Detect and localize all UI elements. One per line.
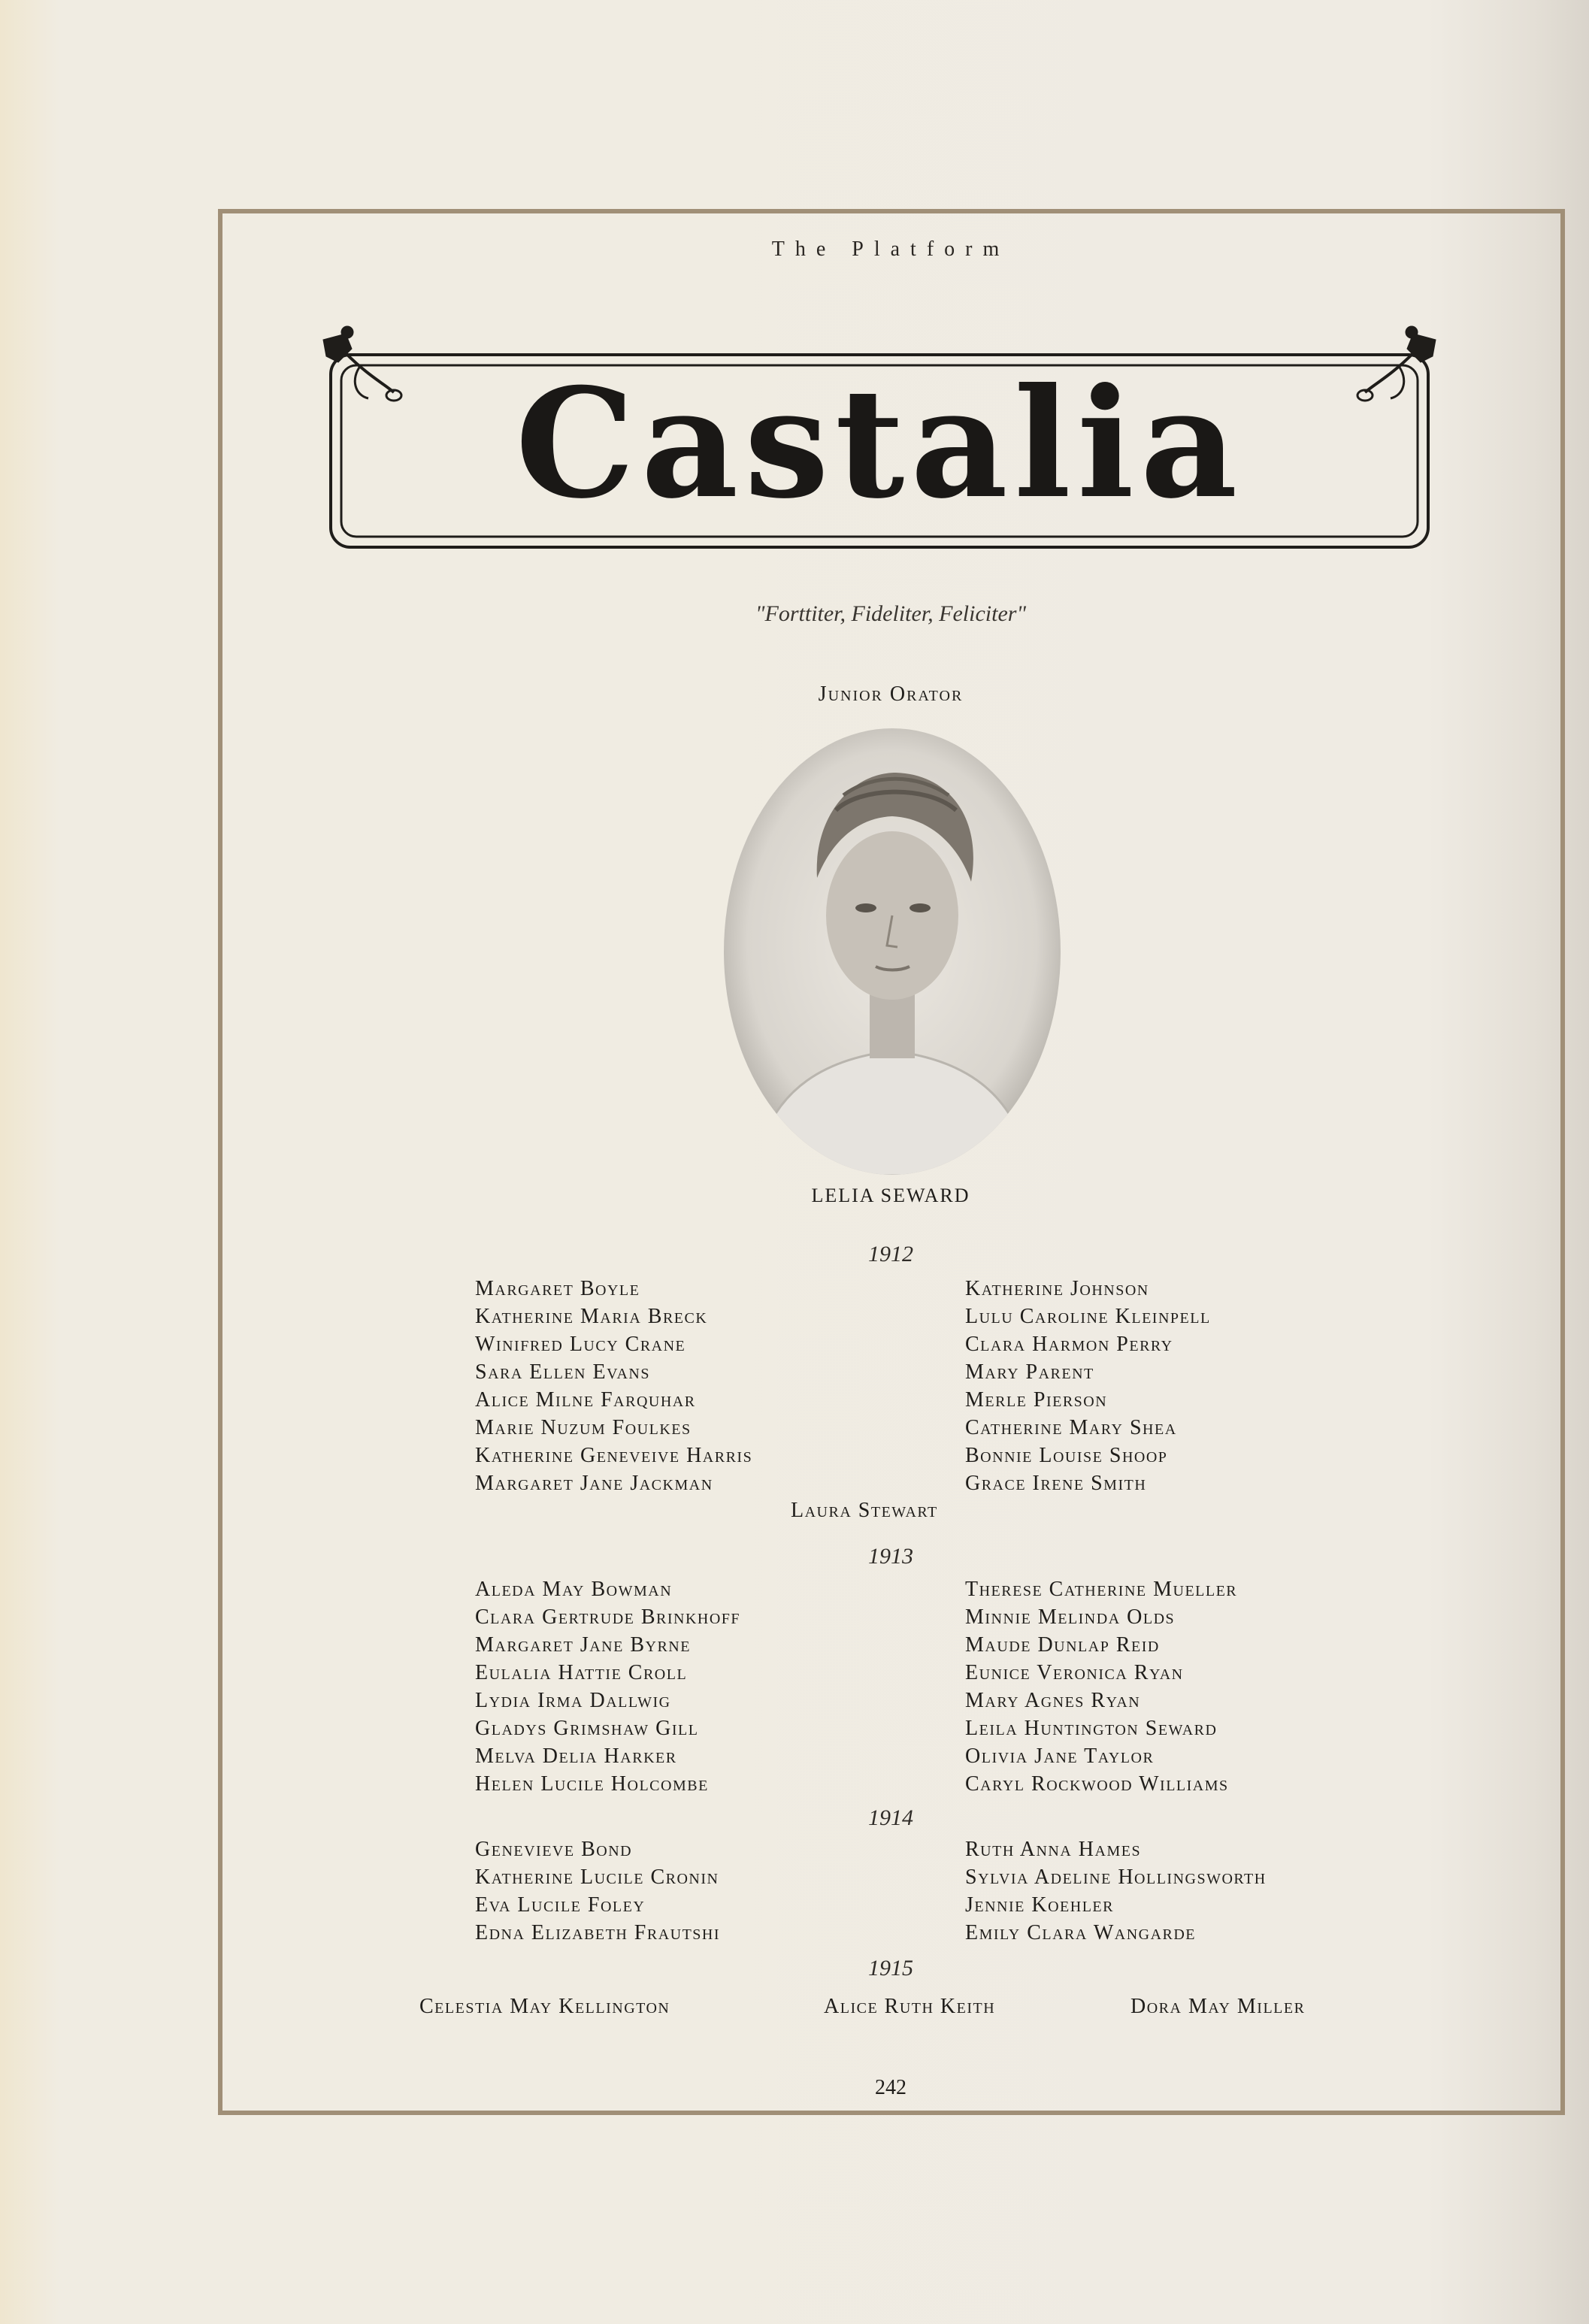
motto: "Forttiter, Fideliter, Feliciter" — [755, 601, 1027, 626]
class-1915-name-1: Celestia May Kellington — [419, 1995, 670, 2018]
society-title: Castalia — [515, 356, 1244, 532]
class-1915-name-3: Dora May Miller — [1130, 1995, 1306, 2018]
list-item: Marie Nuzum Foulkes — [475, 1416, 692, 1439]
list-item: Leila Huntington Seward — [965, 1717, 1218, 1740]
list-item: Sara Ellen Evans — [475, 1360, 650, 1384]
list-item: Grace Irene Smith — [965, 1472, 1147, 1495]
portrait-caption: LELIA SEWARD — [811, 1185, 970, 1206]
list-item: Ruth Anna Hames — [965, 1838, 1142, 1861]
class-year-1915: 1915 — [868, 1956, 913, 1981]
running-header: The Platform — [771, 238, 1010, 261]
list-item: Aleda May Bowman — [475, 1578, 673, 1601]
list-item: Lydia Irma Dallwig — [475, 1689, 671, 1712]
list-item: Margaret Jane Byrne — [475, 1633, 691, 1657]
list-item: Helen Lucile Holcombe — [475, 1772, 709, 1796]
list-item: Sylvia Adeline Hollingsworth — [965, 1866, 1267, 1889]
list-item: Clara Gertrude Brinkhoff — [475, 1605, 741, 1629]
portrait-photo — [723, 728, 1061, 1176]
list-item: Mary Parent — [965, 1360, 1094, 1384]
list-item: Winifred Lucy Crane — [475, 1333, 686, 1356]
list-item: Bonnie Louise Shoop — [965, 1444, 1168, 1467]
list-item: Eunice Veronica Ryan — [965, 1661, 1184, 1684]
list-item: Emily Clara Wangarde — [965, 1921, 1197, 1944]
list-item: Eva Lucile Foley — [475, 1893, 646, 1917]
list-item: Katherine Lucile Cronin — [475, 1866, 719, 1889]
class-1915-name-2: Alice Ruth Keith — [824, 1995, 996, 2018]
list-item: Minnie Melinda Olds — [965, 1605, 1176, 1629]
class-1913-left-list — [475, 1575, 740, 1798]
class-1914-right-list — [965, 1835, 1267, 1947]
list-item: Katherine Johnson — [965, 1277, 1149, 1300]
class-1912-center-name: Laura Stewart — [791, 1499, 938, 1522]
list-item: Caryl Rockwood Williams — [965, 1772, 1229, 1796]
list-item: Edna Elizabeth Frautshi — [475, 1921, 721, 1944]
list-item: Alice Milne Farquhar — [475, 1388, 696, 1412]
class-year-1914: 1914 — [868, 1805, 913, 1830]
list-item: Jennie Koehler — [965, 1893, 1114, 1917]
list-item: Catherine Mary Shea — [965, 1416, 1177, 1439]
class-1912-left-list — [475, 1275, 752, 1497]
list-item: Eulalia Hattie Croll — [475, 1661, 688, 1684]
list-item: Margaret Boyle — [475, 1277, 640, 1300]
class-year-1913: 1913 — [868, 1544, 913, 1569]
class-1914-left-list — [475, 1835, 720, 1947]
list-item: Genevieve Bond — [475, 1838, 633, 1861]
list-item: Therese Catherine Mueller — [965, 1578, 1238, 1601]
list-item: Merle Pierson — [965, 1388, 1108, 1412]
list-item: Clara Harmon Perry — [965, 1333, 1173, 1356]
list-item: Katherine Maria Breck — [475, 1305, 708, 1328]
list-item: Gladys Grimshaw Gill — [475, 1717, 699, 1740]
class-1913-right-list — [965, 1575, 1237, 1798]
list-item: Mary Agnes Ryan — [965, 1689, 1141, 1712]
list-item: Katherine Geneveive Harris — [475, 1444, 753, 1467]
list-item: Olivia Jane Taylor — [965, 1745, 1155, 1768]
class-year-1912: 1912 — [868, 1242, 913, 1266]
page-number: 242 — [875, 2076, 906, 2099]
role-title: Junior Orator — [818, 682, 964, 706]
list-item: Maude Dunlap Reid — [965, 1633, 1160, 1657]
list-item: Lulu Caroline Kleinpell — [965, 1305, 1211, 1328]
list-item: Margaret Jane Jackman — [475, 1472, 713, 1495]
class-1912-right-list — [965, 1275, 1211, 1497]
list-item: Melva Delia Harker — [475, 1745, 677, 1768]
society-banner — [316, 323, 1443, 579]
